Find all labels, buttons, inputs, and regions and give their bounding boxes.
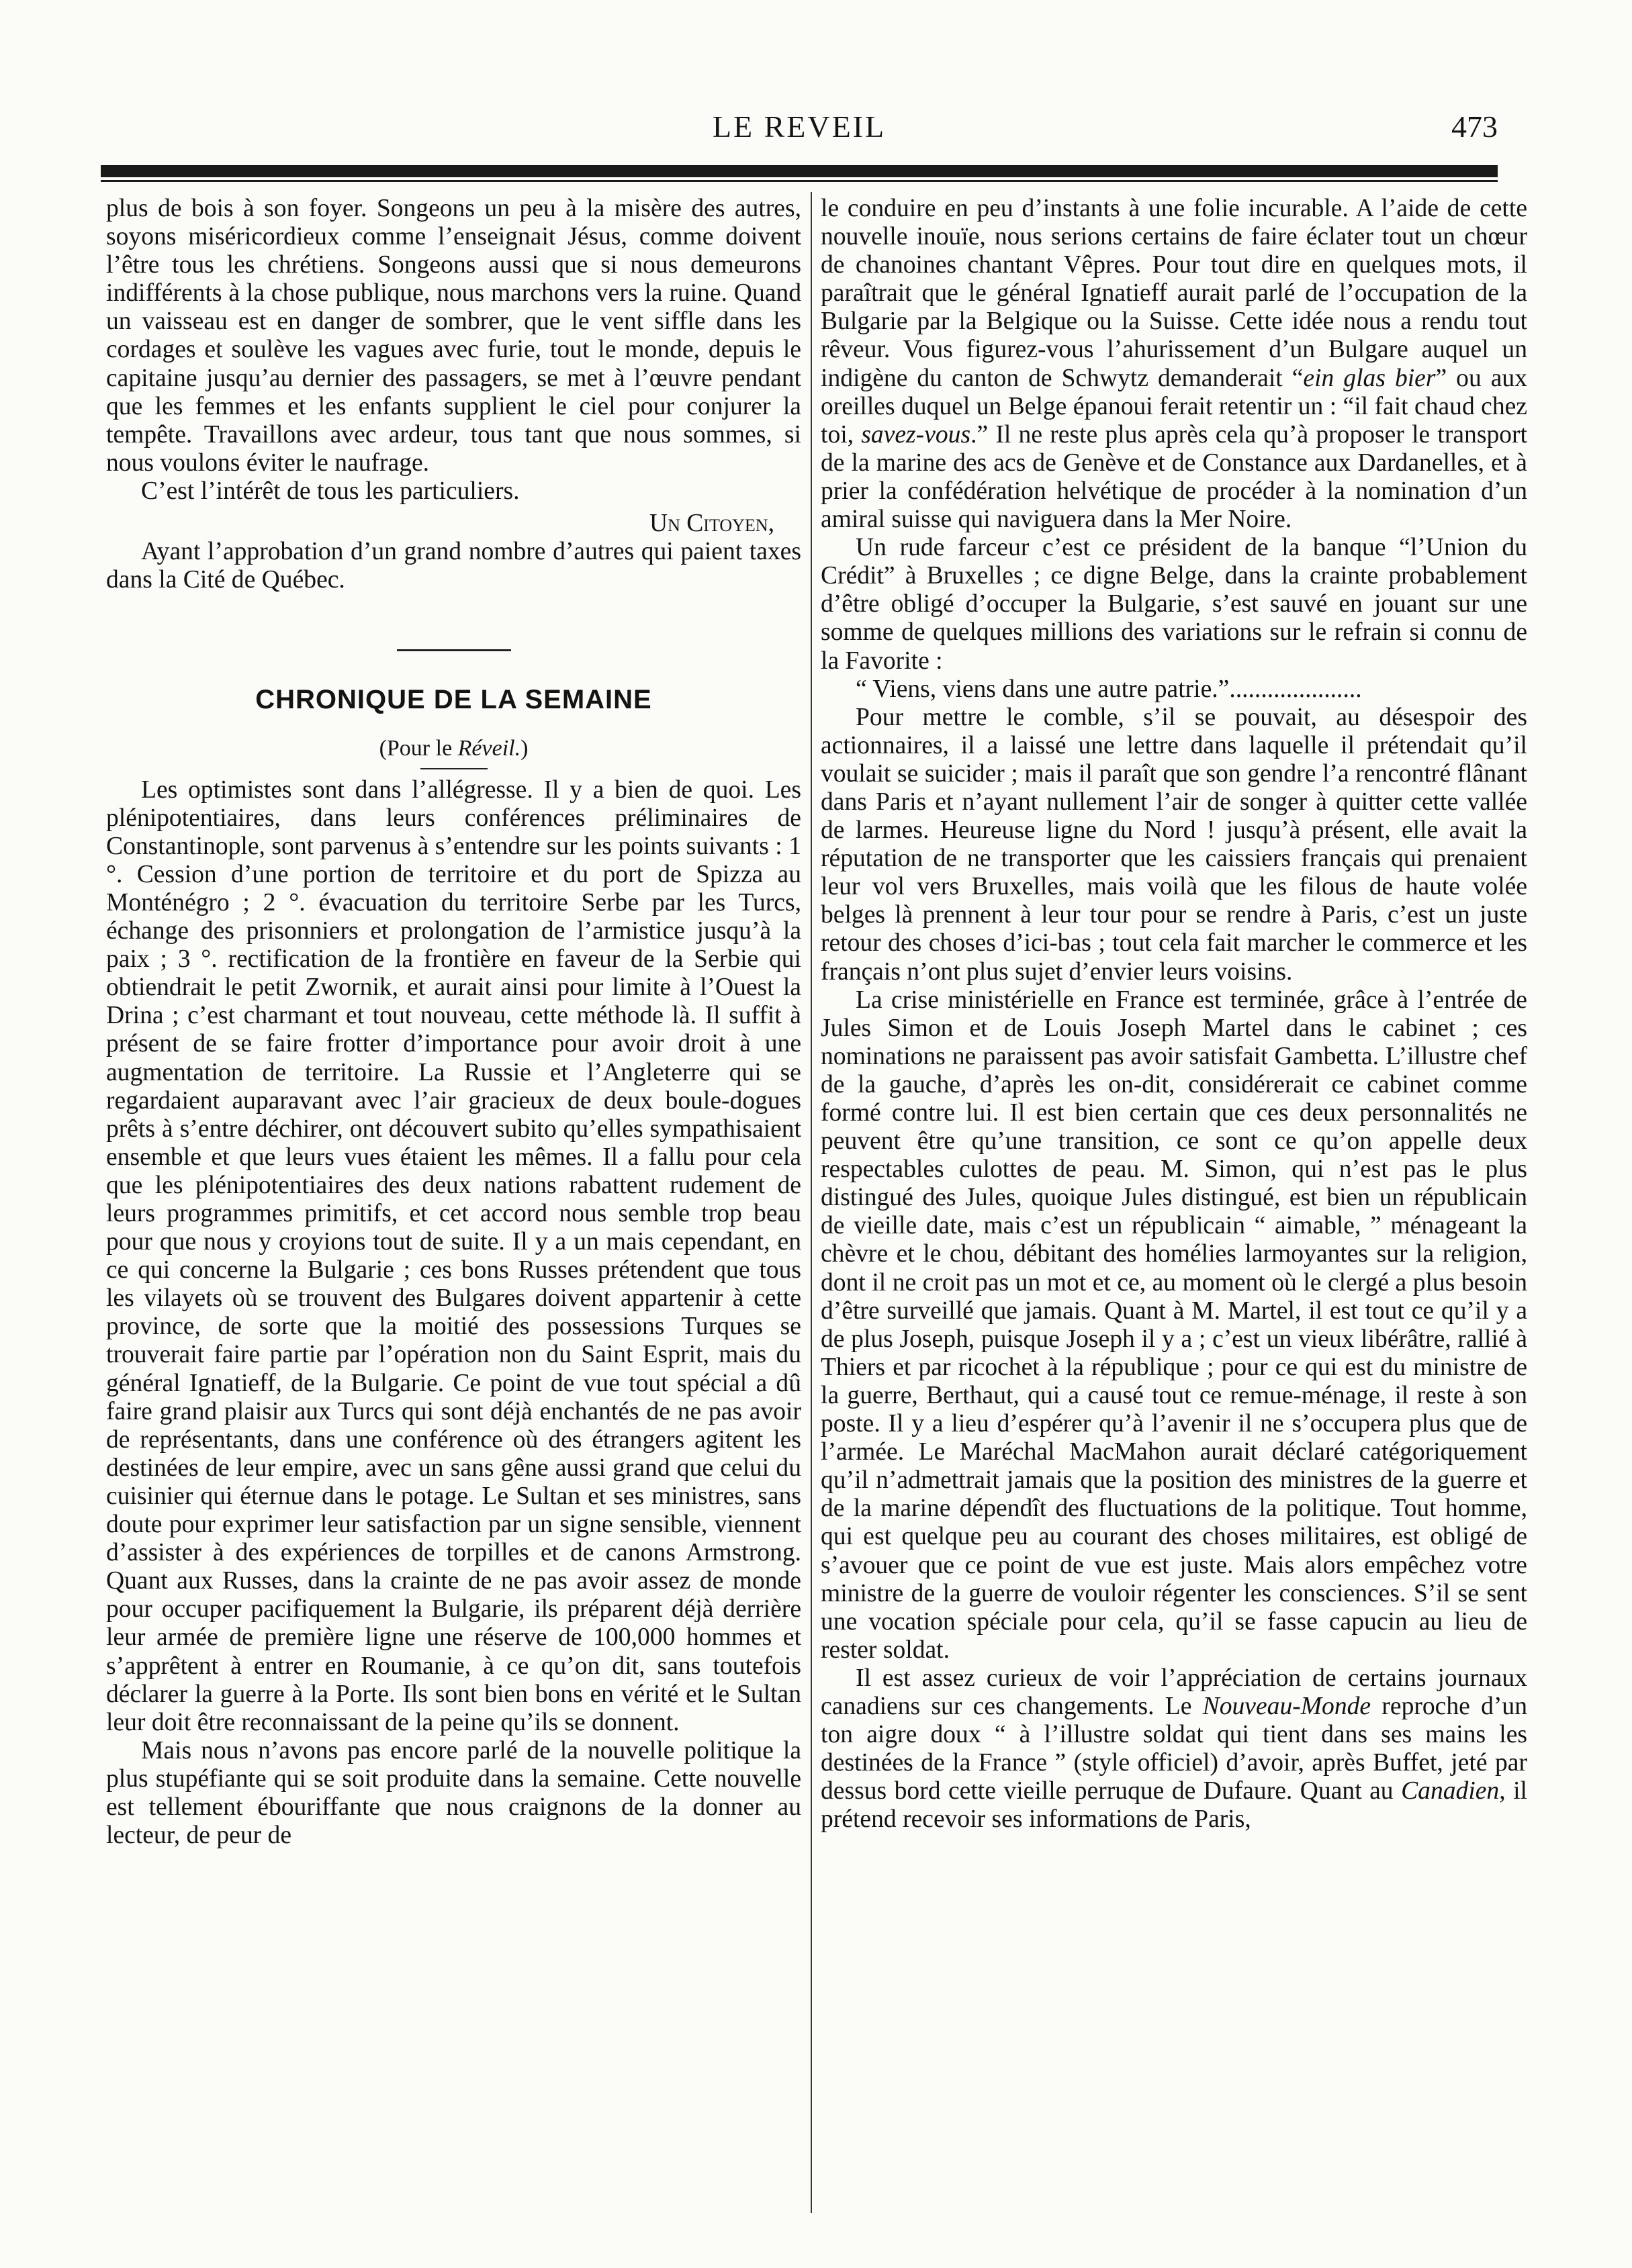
letter-closing: C’est l’intérêt de tous les particuliers. [141,477,520,505]
section-title: CHRONIQUE DE LA SEMAINE [255,685,652,715]
letter-paragraph: plus de bois à son foyer. Songeons un peu à la misère des autres, soyons miséricordieux comme l’enseignait Jésus, comme doivent l’être tous les chrétiens. Songeons aussi que si nous demeurons indifférents à la chose publique, nous marchons vers la ruine. Quand un vaisseau est en danger de sombrer, que le vent siffle dans les cordages et soulève les vagues avec furie, tout le monde, depuis le capitaine jusqu’au dernier des passagers, se met à l’œuvre pendant que les femmes et les enfants supplient le ciel pour conjurer la tempête. Travaillons avec ardeur, tous tant que nous sommes, si nous voulons éviter le naufrage. [106,195,801,477]
byline-paper-name: Réveil. [457,735,521,761]
running-title: LE REVEIL [712,109,887,144]
left-column [106,195,801,1850]
letter-signature: Un Citoyen, [649,510,774,538]
section-ornament [106,634,801,663]
page-number: 473 [1451,109,1498,144]
chronicle-paragraph-5: Pour mettre le comble, s’il se pouvait, au désespoir des actionnaires, il a laissé une lettre dans laquelle il prétendait qu’il voulait se suicider ; mais il paraît que son gendre l’a rencontré flânant dans Paris et n’ayant nullement l’air de songer à quitter cette vallée de larmes. Heureuse ligne du Nord ! jusqu’à présent, elle avait la réputation de ne transporter que les caissiers français qui prenaient leur vol vers Bruxelles, mais voilà que les filous de haute volée belges là prennent à leur tour pour se rendre à Paris, c’est un juste retour des choses d’ici-bas ; tout cela fait marcher le commerce et les français n’ont plus sujet d’envier leurs voisins. [821,703,1527,986]
section-byline: (Pour le Réveil.) [379,735,529,761]
byline-rule [420,768,488,769]
chronicle-quote: “ Viens, viens dans une autre patrie.”..................... [856,675,1362,703]
right-column [821,195,1527,1834]
chronicle-paragraph-1: Les optimistes sont dans l’allégresse. Il y a bien de quoi. Les plénipotentiaires, dans leurs conférences préliminaires de Constantinople, sont parvenus à s’entendre sur les points suivants : 1 °. Cession d’une portion de territoire et du port de Spizza au Monténégro ; 2 °. évacuation du territoire Serbe par les Turcs, échange des prisonniers et prolongation de l’armistice jusqu’à la paix ; 3 °. rectification de la frontière en faveur de la Serbie qui obtiendrait le petit Zwornik, et aurait ainsi pour limite à l’Ouest la Drina ; c’est charmant et tout nouveau, cette méthode là. Il suffit à présent de se faire frotter d’importance pour avoir droit à une augmentation de territoire. La Russie et l’Angleterre qui se regardaient auparavant avec l’air gracieux de deux boule-dogues prêts à s’entre déchirer, ont découvert subito qu’elles sympathisaient ensemble et que leurs vues étaient les mêmes. Il a fallu pour cela que les plénipotentiaires des deux nations rabattent rudement de leurs programmes primitifs, et cet accord nous semble trop beau pour que nous y croyions tout de suite. Il y a un mais cependant, en ce qui concerne la Bulgarie ; ces bons Russes prétendent que tous les vilayets où se trouvent des Bulgares doivent appartenir à cette province, de sorte que la moitié des possessions Turques se trouverait faire partie par l’opération non du Saint Esprit, mais du général Ignatieff, de la Bulgarie. Ce point de vue tout spécial a dû faire grand plaisir aux Turcs qui sont déjà enchantés de ne pas avoir de représentants, dans une conférence où des étrangers agitent les destinées de leur empire, avec un sans gêne aussi grand que celui du cuisinier qui éternue dans le potage. Le Sultan et ses ministres, sans doute pour exprimer leur satisfaction par un signe sensible, viennent d’assister à des expériences de torpilles et de canons Armstrong. Quant aux Russes, dans la crainte de ne pas avoir assez de monde pour occuper pacifiquement la Bulgarie, ils préparent déjà derrière leur armée de première ligne une réserve de 100,000 hommes et s’apprêtent à entrer en Roumanie, à ce qu’on dit, sans toutefois déclarer la guerre à la Porte. Ils sont bien bons en vérité et le Sultan leur doit être reconnaissant de la peine qu’ils se donnent. [106,775,801,1736]
chronicle-paragraph-4: Un rude farceur c’est ce président de la banque “l’Union du Crédit” à Bruxelles ; ce digne Belge, dans la crainte probablement d’être obligé d’occuper la Bulgarie, s’est sauvé en jouant sur une somme de quelques millions des variations sur le refrain si connu de la Favorite : [821,534,1527,675]
page-header [101,101,1498,148]
chronicle-paragraph-3: le conduire en peu d’instants à une folie incurable. A l’aide de cette nouvelle inouïe, nous serions certains de faire éclater tout un chœur de chanoines chantant Vêpres. Pour tout dire en quelques mots, il paraîtrait que le général Ignatieff aurait parlé de l’occupation de la Bulgarie par la Belgique ou la Suisse. Cette idée nous a rendu tout rêveur. Vous figurez-vous l’ahurissement d’un Bulgare auquel un indigène du canton de Schwytz demanderait “ein glas bier” ou aux oreilles duquel un Belge épanoui ferait retentir un : “il fait chaud chez toi, savez-vous.” Il ne reste plus après cela qu’à proposer le transport de la marine des acs de Genève et de Constance aux Dardanelles, et à prier la confédération helvétique de procéder à la nomination d’un amiral suisse qui naviguera dans la Mer Noire. [821,195,1528,534]
column-divider [811,192,812,2213]
chronicle-paragraph-2: Mais nous n’avons pas encore parlé de la nouvelle politique la plus stupéfiante qui se soit produite dans la semaine. Cette nouvelle est tellement ébouriffante que nous craignons de la donner au lecteur, de peur de [106,1736,801,1850]
chronicle-paragraph-7: Il est assez curieux de voir l’appréciation de certains journaux canadiens sur ces changements. Le Nouveau-Monde reproche d’un ton aigre doux “ à l’illustre soldat qui tient dans ses mains les destinées de la France ” (style officiel) d’avoir, après Buffet, jeté par dessus bord cette vieille perruque de Dufaure. Quant au Canadien, il prétend recevoir ses informations de Paris, [821,1664,1528,1834]
chronicle-paragraph-6: La crise ministérielle en France est terminée, grâce à l’entrée de Jules Simon et de Louis Joseph Martel dans le cabinet ; ces nominations ne paraissent pas avoir satisfait Gambetta. L’illustre chef de la gauche, d’après les on-dit, considérerait ce cabinet comme formé contre lui. Il est bien certain que ces deux personnalités ne peuvent être qu’une transition, ce sont ce qu’on appelle deux respectables culottes de peau. M. Simon, qui n’est pas le plus distingué des Jules, quoique Jules distingué, est bien un républicain de vieille date, mais c’est un républicain “ aimable, ” ménageant la chèvre et le chou, débitant des homélies larmoyantes sur la religion, dont il ne croit pas un mot et ce, au moment où le clergé a plus besoin d’être surveillé que jamais. Quant à M. Martel, il est tout ce qu’il y a de plus Joseph, puisque Joseph il y a ; c’est un vieux libérâtre, rallié à Thiers et par ricochet à la république ; pour ce qui est du ministre de la guerre, Berthaut, qui a causé tout ce remue-ménage, il reste à son poste. Il y a lieu d’espérer qu’à l’avenir il ne s’occupera plus que de l’armée. Le Maréchal MacMahon aurait déclaré catégoriquement qu’il n’admettrait jamais que la position des ministres de la guerre et de la marine dépendît des fluctuations de la politique. Tout homme, qui est quelque peu au courant des choses militaires, est obligé de s’avouer que ce point de vue est juste. Mais alors empêchez votre ministre de la guerre de vouloir régenter les consciences. S’il se sent une vocation spéciale pour cela, qu’il se fasse capucin au lieu de rester soldat. [821,986,1527,1664]
header-rule-thick [101,165,1498,177]
header-rule-thin [101,180,1498,182]
letter-postscript: Ayant l’approbation d’un grand nombre d’autres qui paient taxes dans la Cité de Québec. [106,538,801,594]
